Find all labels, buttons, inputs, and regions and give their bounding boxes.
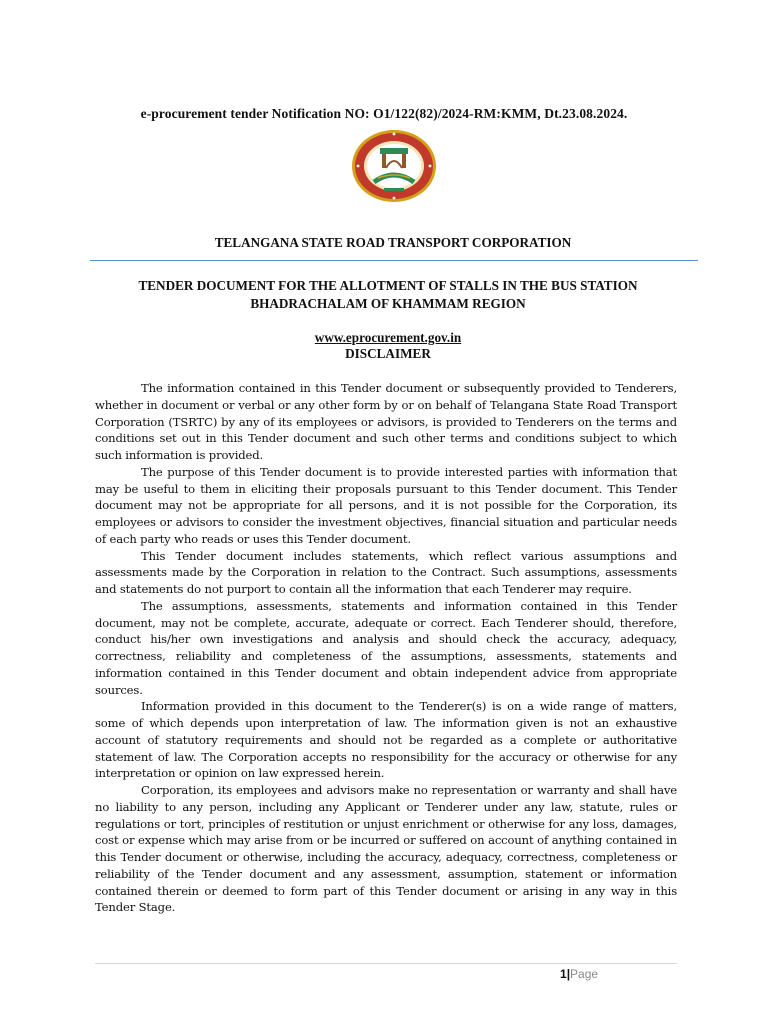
- paragraph-5: Information provided in this document to the Tenderer(s) is on a wide range of matters, some of which depends upon interpretation of law. The information given is not an exhaustive account of statutory requirements and should not be regarded as a complete or authoritative statement of law. The Corporation accepts no responsibility for the accuracy or otherwise for any interpretation or opinion on law expressed herein.: [95, 699, 677, 781]
- title-divider: [90, 260, 698, 261]
- paragraph-1: The information contained in this Tender document or subsequently provided to Tenderers, whether in document or verbal or any other form by or on behalf of Telangana State Road Transport Corporation (TSRTC) by any of its employees or advisors, is provided to Tenderers on the terms and conditions set out in this Tender document and such other terms and conditions subject to which such information is provided.: [95, 381, 677, 462]
- disclaimer-body: [95, 380, 677, 916]
- page-footer: [560, 967, 680, 981]
- paragraph-4: The assumptions, assessments, statements and information contained in this Tender document, may not be complete, accurate, adequate or correct. Each Tenderer should, therefore, conduct his/her own investigations and analysis and should check the accuracy, adequacy, correctness, reliability and completeness of the assumptions, assessments, statements and information contained in this Tender document and obtain independent advice from appropriate sources.: [95, 598, 677, 697]
- paragraph-2: The purpose of this Tender document is to provide interested parties with information that may be useful to them in eliciting their proposals pursuant to this Tender document. This Tender document may not be appropriate for all persons, and it is not possible for the Corporation, its employees or advisors to consider the investment objectives, financial situation and particular needs of each party who reads or uses this Tender document.: [95, 464, 677, 546]
- footer-divider: [95, 963, 677, 964]
- website-link[interactable]: www.eprocurement.gov.in: [314, 330, 462, 345]
- tsrtc-emblem-icon: [350, 128, 438, 204]
- page-separator: |: [566, 967, 571, 981]
- document-title: [90, 277, 686, 313]
- disclaimer-heading: DISCLAIMER: [345, 346, 431, 361]
- paragraph-3: This Tender document includes statements, which reflect various assumptions and assessments made by the Corporation in relation to the Contract. Such assumptions, assessments and statements do not purport to contain all the information that each Tenderer may require.: [95, 548, 677, 596]
- document-title-line-2: BHADRACHALAM OF KHAMMAM REGION: [250, 296, 526, 311]
- page-number: 1: [560, 967, 567, 981]
- document-title-line-1: TENDER DOCUMENT FOR THE ALLOTMENT OF STALLS IN THE BUS STATION: [138, 278, 638, 293]
- notification-heading: e-procurement tender Notification NO: O1/122(82)/2024-RM:KMM, Dt.23.08.2024.: [140, 106, 628, 121]
- page-label: Page: [570, 967, 599, 981]
- paragraph-6: Corporation, its employees and advisors make no representation or warranty and shall have no liability to any person, including any Applicant or Tenderer under any law, statute, rules or regulations or tort, principles of restitution or unjust enrichment or otherwise for any loss, damages, cost or expense which may arise from or be incurred or suffered on account of anything contained in this Tender document or otherwise, including the accuracy, adequacy, correctness, completeness or reliability of the Tender document and any assessment, assumption, statement or information contained therein or deemed to form part of this Tender document or arising in any way in this Tender Stage.: [95, 783, 677, 915]
- organization-title: TELANGANA STATE ROAD TRANSPORT CORPORATION: [214, 235, 572, 250]
